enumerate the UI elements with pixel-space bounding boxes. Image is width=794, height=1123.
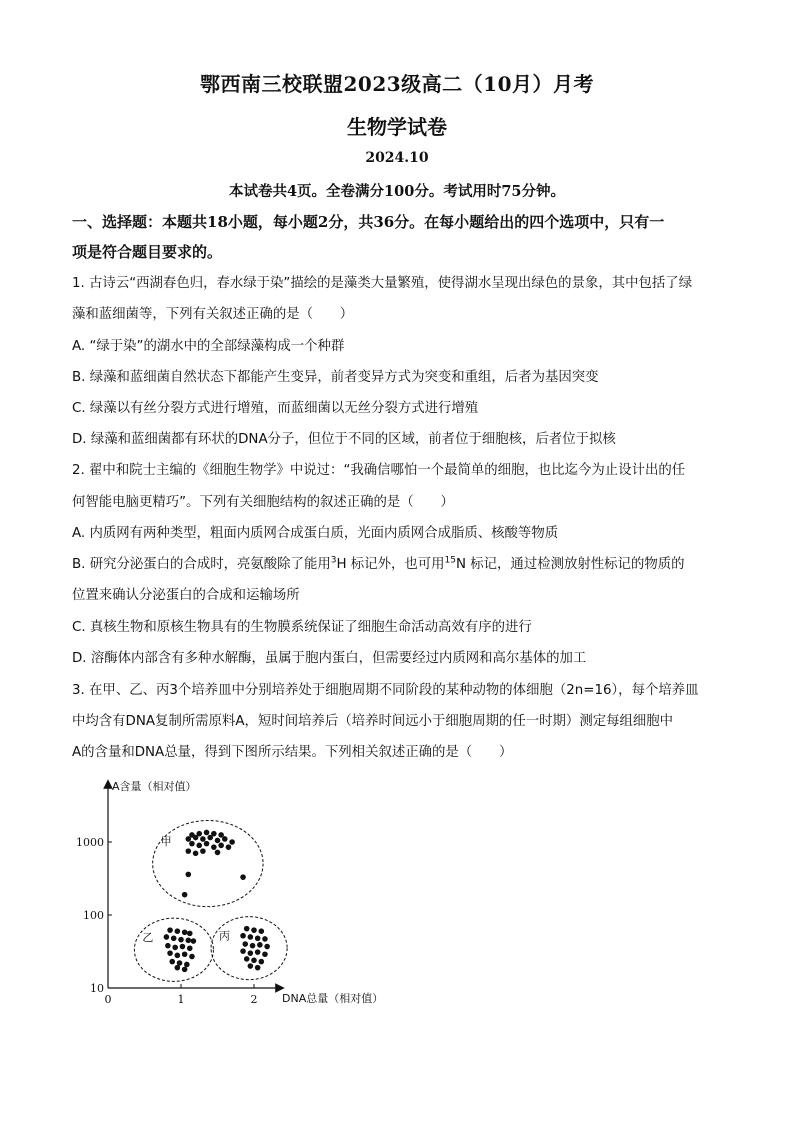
- data-point: [175, 953, 181, 959]
- section-heading-cont: 项是符合题目要求的。: [72, 243, 223, 261]
- data-point: [186, 872, 192, 878]
- q3-stem-cont2: A的含量和DNA总量，得到下图所示结果。下列相关叙述正确的是（ ）: [72, 745, 513, 760]
- data-point: [182, 892, 188, 898]
- data-point: [222, 836, 228, 842]
- data-point: [182, 951, 188, 957]
- q2-stem: 2. 翟中和院士主编的《细胞生物学》中说过：“我确信哪怕一个最简单的细胞，也比迄今为止设计出的任: [72, 463, 686, 478]
- data-point: [204, 841, 210, 847]
- q2-option-c: C. 真核生物和原核生物具有的生物膜系统保证了细胞生命活动高效有序的进行: [72, 620, 532, 635]
- data-point: [244, 926, 250, 932]
- group-1: [134, 918, 213, 981]
- data-point: [257, 942, 263, 948]
- y-axis-label: A含量（相对值）: [112, 780, 197, 793]
- data-point: [255, 935, 261, 941]
- data-point: [218, 843, 224, 849]
- data-point: [250, 943, 256, 949]
- data-point: [244, 956, 250, 962]
- data-point: [187, 931, 193, 937]
- data-point: [189, 841, 195, 847]
- data-point: [240, 933, 246, 939]
- data-point: [169, 959, 175, 965]
- data-point: [191, 938, 197, 944]
- data-point: [211, 844, 217, 850]
- q2-option-b-text3: N 标记，通过检测放射性标记的物质的: [455, 557, 685, 572]
- data-point: [248, 963, 254, 969]
- group-label: 丙: [219, 929, 231, 943]
- data-point: [264, 944, 270, 950]
- q1-option-c: C. 绿藻以有丝分裂方式进行增殖，而蓝细菌以无丝分裂方式进行增殖: [72, 401, 479, 416]
- data-point: [184, 962, 190, 968]
- q2-option-b-text2: H 标记外，也可用: [336, 557, 445, 572]
- q2-option-b: [72, 555, 722, 575]
- data-point: [186, 848, 192, 854]
- data-point: [240, 948, 246, 954]
- data-point: [165, 943, 171, 949]
- data-point: [182, 967, 188, 973]
- q2-option-b-sup2: 15: [444, 555, 456, 566]
- q1-option-a: A. “绿于染”的湖水中的全部绿藻构成一个种群: [72, 339, 345, 354]
- data-point: [259, 959, 265, 965]
- data-point: [186, 836, 192, 842]
- data-point: [189, 954, 195, 960]
- scatter-chart: [72, 770, 402, 1015]
- data-point: [175, 965, 181, 971]
- exam-date: 2024.10: [365, 150, 429, 166]
- exam-subject: 生物学试卷: [347, 115, 447, 139]
- data-point: [187, 945, 193, 951]
- y-tick-label: 1000: [76, 836, 104, 849]
- q1-stem: 1. 古诗云“西湖春色归，春水绿于染”描绘的是藻类大量繁殖，使得湖水呈现出绿色的景象，其中包括了绿: [72, 276, 693, 291]
- q2-option-b-text1: B. 研究分泌蛋白的合成时，亮氨酸除了能用: [72, 557, 331, 572]
- data-point: [259, 928, 265, 934]
- x-tick-label: 2: [250, 993, 258, 1006]
- y-tick-label: 100: [83, 909, 104, 922]
- data-point: [207, 835, 213, 841]
- data-point: [226, 844, 232, 850]
- data-point: [193, 835, 199, 841]
- data-point: [242, 941, 248, 947]
- group-boundary: [211, 917, 287, 980]
- x-axis-label: DNA总量（相对值）: [282, 992, 384, 1005]
- data-point: [229, 839, 235, 845]
- x-tick-label: 1: [177, 993, 185, 1006]
- q2-option-d: D. 溶酶体内部含有多种水解酶，虽属于胞内蛋白，但需要经过内质网和高尔基体的加工: [72, 651, 587, 666]
- data-point: [182, 929, 188, 935]
- data-point: [200, 848, 206, 854]
- data-point: [248, 950, 254, 956]
- data-point: [178, 937, 184, 943]
- data-point: [251, 927, 257, 933]
- data-point: [167, 950, 173, 956]
- q2-option-b-cont: 位置来确认分泌蛋白的合成和运输场所: [72, 588, 300, 603]
- data-point: [255, 949, 261, 955]
- data-point: [164, 934, 170, 940]
- exam-info: 本试卷共4页。全卷满分100分。考试用时75分钟。: [228, 183, 566, 200]
- data-point: [215, 850, 221, 856]
- y-tick-label: 10: [90, 982, 104, 995]
- q2-stem-cont: 何智能电脑更精巧”。下列有关细胞结构的叙述正确的是（ ）: [72, 495, 454, 510]
- q1-stem-cont: 藻和蓝细菌等，下列有关叙述正确的是（ ）: [72, 307, 354, 322]
- data-point: [175, 928, 181, 934]
- q1-option-d: D. 绿藻和蓝细菌都有环状的DNA分子，但位于不同的区域，前者位于细胞核，后者位于拟核: [72, 432, 616, 447]
- group-label: 乙: [142, 931, 154, 945]
- q1-option-b: B. 绿藻和蓝细菌自然状态下都能产生变异，前者变异方式为突变和重组，后者为基因突变: [72, 370, 599, 385]
- section-heading: 一、选择题：本题共18小题，每小题2分，共36分。在每小题给出的四个选项中，只有一: [72, 213, 665, 231]
- q3-stem: 3. 在甲、乙、丙3个培养皿中分别培养处于细胞周期不同阶段的某种动物的体细胞（2n=16），每个培养皿: [72, 683, 699, 698]
- data-point: [248, 934, 254, 940]
- data-point: [167, 927, 173, 933]
- data-point: [240, 874, 246, 880]
- data-point: [262, 936, 268, 942]
- q2-option-b-sup1: 3: [330, 555, 337, 566]
- data-point: [171, 935, 177, 941]
- data-point: [172, 945, 178, 951]
- data-point: [255, 965, 261, 971]
- data-point: [204, 830, 210, 836]
- data-point: [180, 944, 186, 950]
- data-point: [215, 838, 221, 844]
- q3-stem-cont: 中均含有DNA复制所需原料A，短时间培养后（培养时间远小于细胞周期的任一时期）测定每组细胞中: [72, 714, 674, 729]
- data-point: [186, 938, 192, 944]
- data-point: [200, 836, 206, 842]
- q2-option-a: A. 内质网有两种类型，粗面内质网合成蛋白质，光面内质网合成脂质、核酸等物质: [72, 526, 559, 541]
- data-point: [262, 951, 268, 957]
- data-point: [193, 851, 199, 857]
- data-point: [251, 957, 257, 963]
- group-label: 甲: [160, 835, 172, 849]
- group-2: [211, 917, 287, 980]
- x-tick-label: 0: [104, 993, 112, 1006]
- exam-title: 鄂西南三校联盟2023级高二（10月）月考: [200, 72, 594, 96]
- group-0: [153, 820, 263, 906]
- data-point: [196, 843, 202, 849]
